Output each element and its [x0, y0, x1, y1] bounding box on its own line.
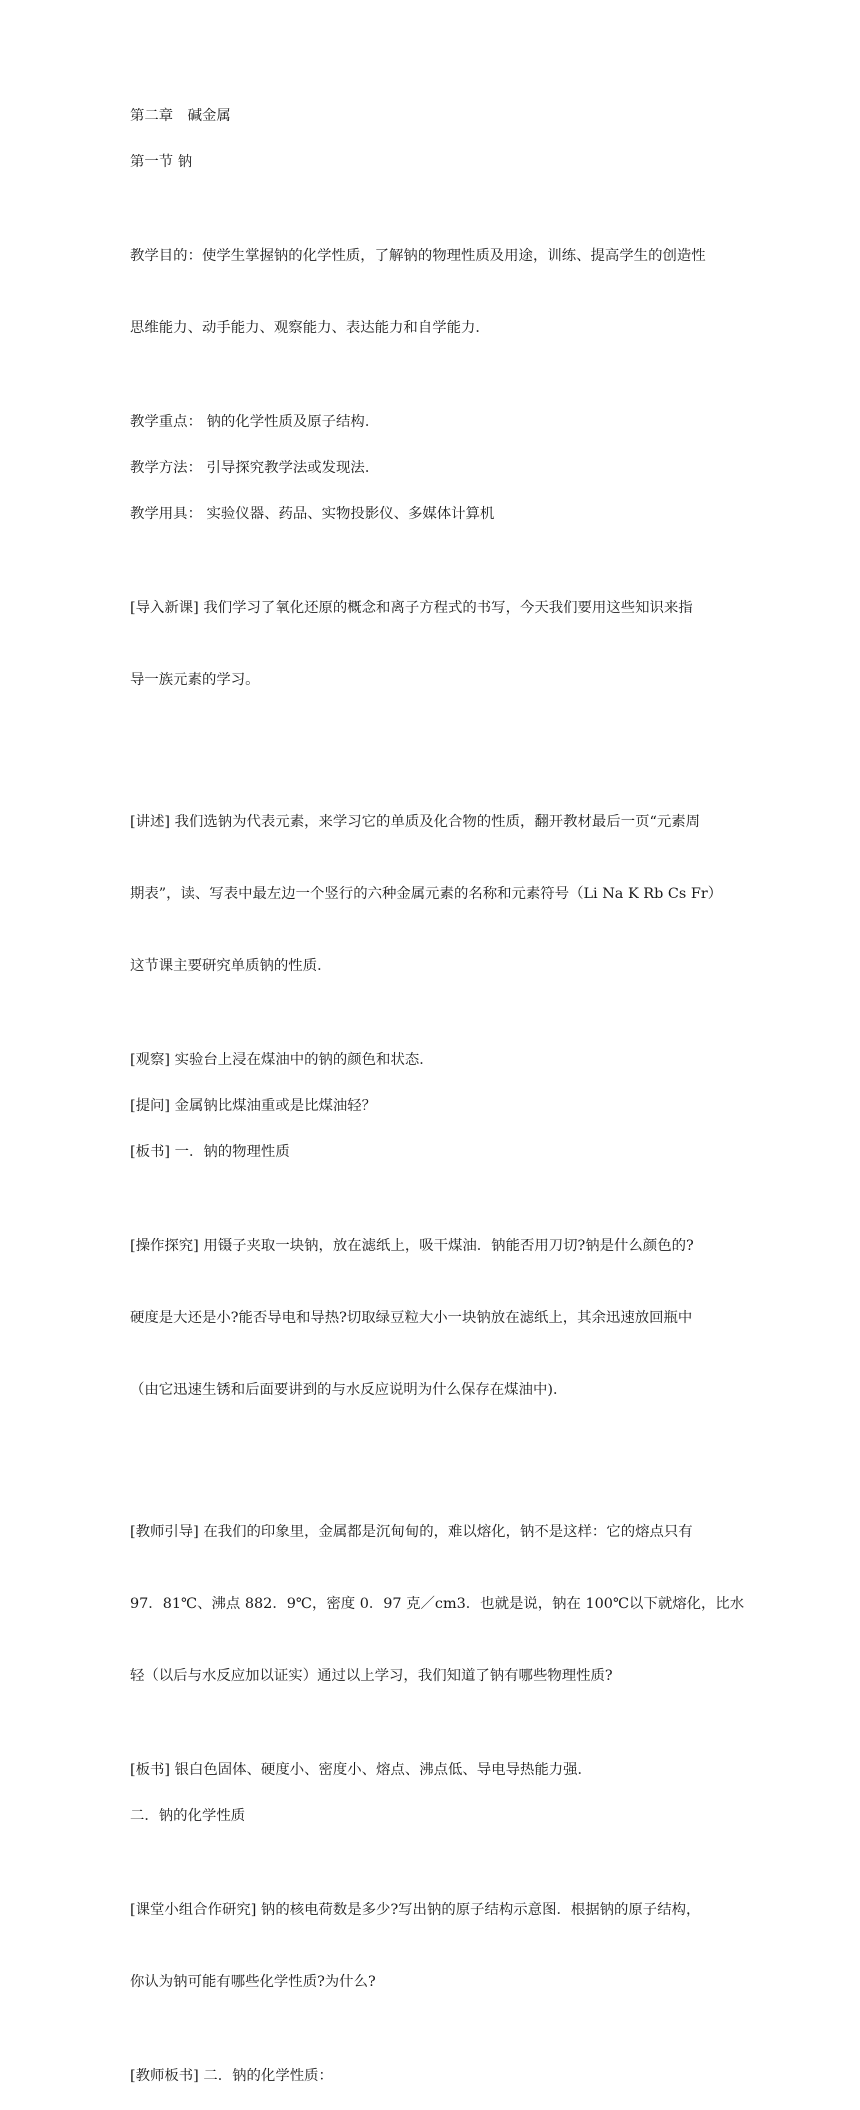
teaching-objectives	[130, 196, 738, 388]
text-line: [操作探究] 用镊子夹取一块钠，放在滤纸上，吸干煤油．钠能否用刀切?钠是什么颜色的?	[130, 1238, 694, 1254]
document-body	[130, 104, 745, 2110]
text-line: 97．81℃、沸点 882．9℃，密度 0．97 克／cm3．也就是说，钠在 100℃以下就熔化，比水	[130, 1596, 745, 1612]
teaching-method	[130, 456, 738, 480]
group-study-paragraph	[130, 1850, 738, 2042]
board-note-3	[130, 2064, 738, 2088]
text-line: [板书] 一．钠的物理性质	[130, 1144, 290, 1160]
text-line: 硬度是大还是小?能否导电和导热?切取绿豆粒大小一块钠放在滤纸上，其余迅速放回瓶中	[130, 1310, 693, 1326]
text-line: （由它迅速生锈和后面要讲到的与水反应说明为什么保存在煤油中)．	[130, 1382, 568, 1398]
question-paragraph	[130, 1094, 738, 1118]
observation-paragraph	[130, 1048, 738, 1072]
text-line: 轻（以后与水反应加以证实）通过以上学习，我们知道了钠有哪些物理性质?	[130, 1668, 613, 1684]
text-line: [讲述] 我们选钠为代表元素，来学习它的单质及化合物的性质，翻开教材最后一页“元素周	[130, 814, 701, 830]
text-line: [提问] 金属钠比煤油重或是比煤油轻？	[130, 1098, 377, 1114]
text-line: 第一节 钠	[130, 154, 193, 170]
section-title	[130, 150, 738, 174]
text-line: [导入新课] 我们学习了氧化还原的概念和离子方程式的书写，今天我们要用这些知识来指	[130, 600, 693, 616]
intro-paragraph	[130, 548, 738, 740]
lecture-paragraph	[130, 762, 738, 1026]
text-line: 导一族元素的学习。	[130, 672, 260, 688]
text-line: 你认为钠可能有哪些化学性质?为什么?	[130, 1974, 376, 1990]
text-line: 教学方法： 引导探究教学法或发现法．	[130, 460, 380, 476]
text-line: 这节课主要研究单质钠的性质．	[130, 958, 332, 974]
text-line: 教学用具： 实验仪器、药品、实物投影仪、多媒体计算机	[130, 506, 495, 522]
board-note-1	[130, 1140, 738, 1164]
operation-paragraph	[130, 1186, 738, 1450]
teacher-guide-paragraph	[130, 1472, 745, 1736]
text-line: 教学重点： 钠的化学性质及原子结构．	[130, 414, 380, 430]
text-line: [课堂小组合作研究] 钠的核电荷数是多少?写出钠的原子结构示意图．根据钠的原子结构，	[130, 1902, 701, 1918]
text-line: 二．钠的化学性质	[130, 1808, 246, 1824]
teaching-tools	[130, 502, 738, 526]
text-line: [教师引导] 在我们的印象里，金属都是沉甸甸的，难以熔化，钠不是这样：它的熔点只有	[130, 1524, 693, 1540]
text-line: 思维能力、动手能力、观察能力、表达能力和自学能力．	[130, 320, 490, 336]
text-line: [观察] 实验台上浸在煤油中的钠的颜色和状态．	[130, 1052, 434, 1068]
board-note-2	[130, 1758, 738, 1782]
text-line: [板书] 银白色固体、硬度小、密度小、熔点、沸点低、导电导热能力强．	[130, 1762, 592, 1778]
teaching-focus	[130, 410, 738, 434]
text-line: [教师板书] 二．钠的化学性质：	[130, 2068, 333, 2084]
chapter-title	[130, 104, 738, 128]
text-line: 期表”，读、写表中最左边一个竖行的六种金属元素的名称和元素符号（Li Na K Rb Cs Fr）	[130, 886, 723, 902]
text-line: 教学目的：使学生掌握钠的化学性质，了解钠的物理性质及用途，训练、提高学生的创造性	[130, 248, 706, 264]
text-line: 第二章 碱金属	[130, 108, 231, 124]
subsection-heading	[130, 1804, 738, 1828]
